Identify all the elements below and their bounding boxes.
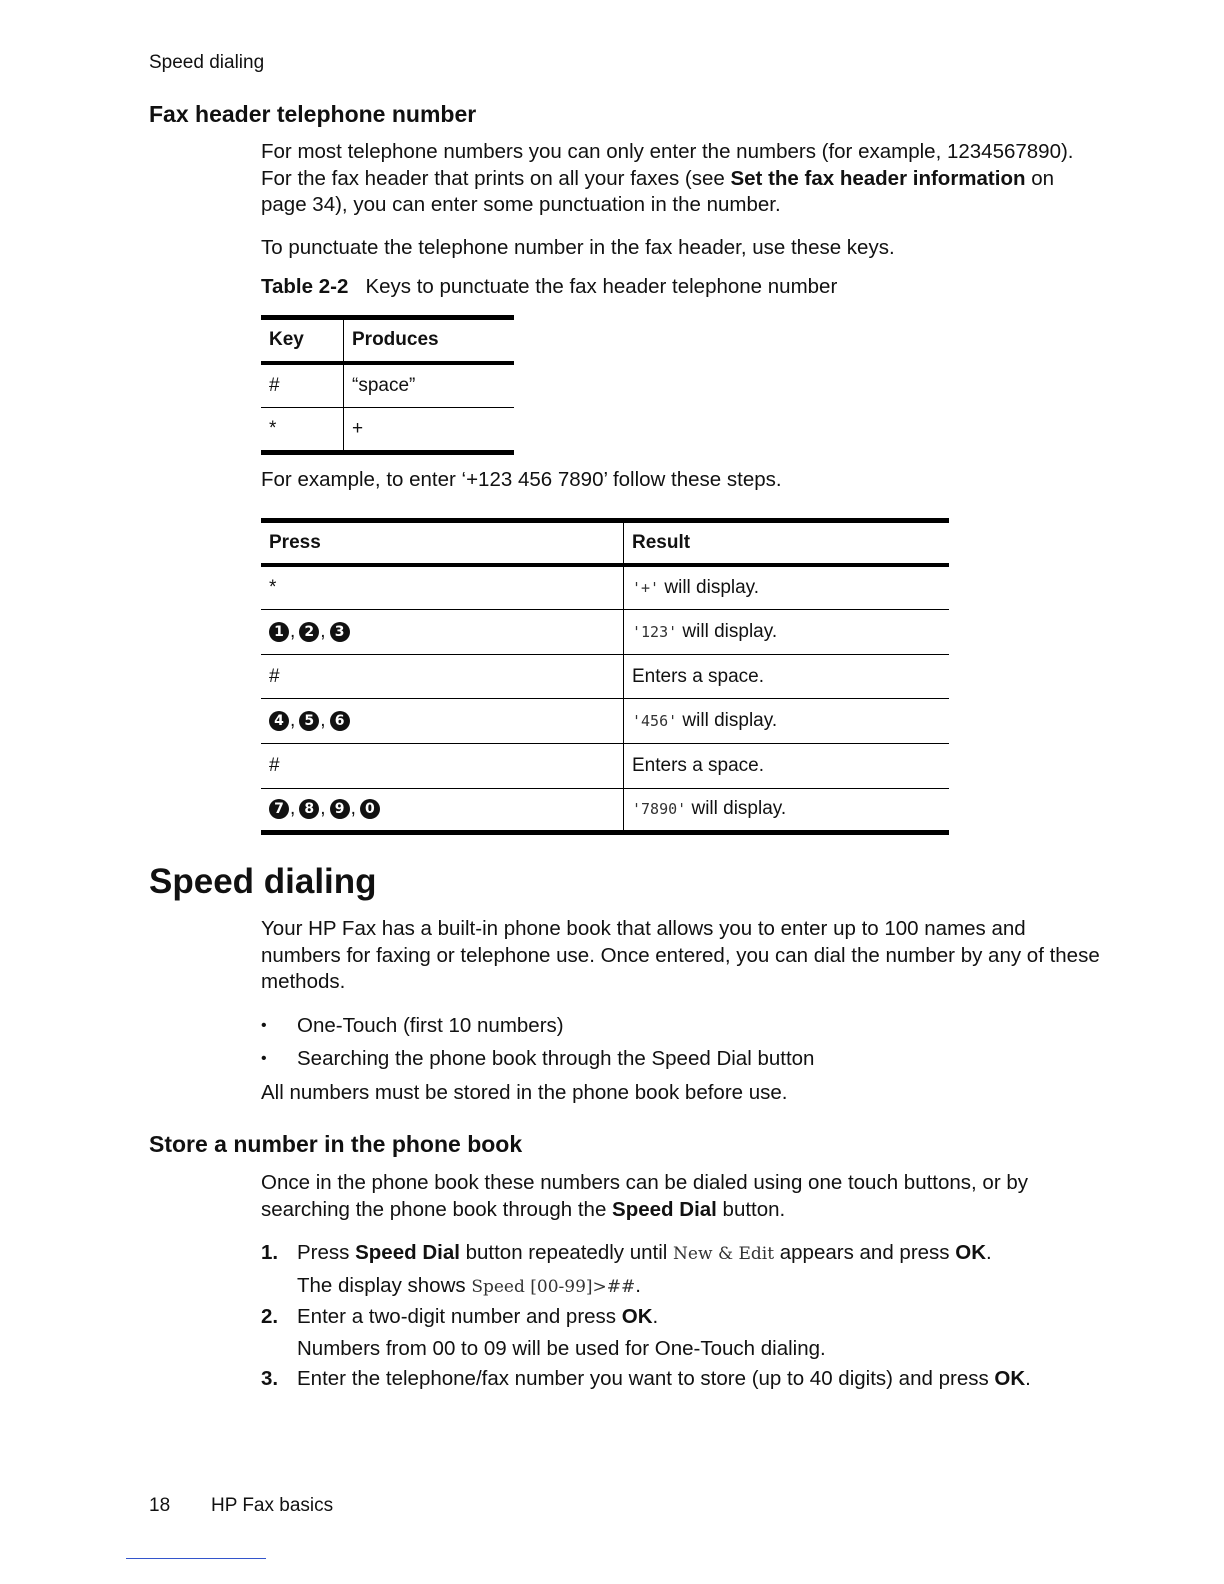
- table-cell: +: [352, 418, 364, 439]
- section-heading-fax-header: Fax header telephone number: [149, 101, 477, 127]
- text: button repeatedly until: [459, 1241, 674, 1264]
- section-heading-speed-dialing: Speed dialing: [149, 862, 377, 901]
- keys-table: [261, 315, 514, 455]
- digit-key-icon: 6: [330, 711, 350, 731]
- result-text: will display.: [677, 710, 778, 732]
- footer-rule: [126, 1558, 266, 1559]
- table-cell: #: [261, 654, 624, 699]
- table-cell: [261, 610, 624, 655]
- table-caption: [261, 274, 1101, 301]
- digit-key-icon: 3: [330, 622, 350, 642]
- button-name: OK: [994, 1367, 1026, 1390]
- speed-dialing-body: [261, 916, 1101, 1106]
- table-row: [261, 788, 949, 833]
- separator: ,: [290, 620, 296, 642]
- button-name: OK: [955, 1241, 986, 1264]
- footer-title: HP Fax basics: [211, 1495, 334, 1516]
- text: .: [652, 1305, 659, 1328]
- paragraph: Your HP Fax has a built-in phone book that allows you to enter up to 100 names and numbers for faxing or telephone use. Once entered, you can dial the number by any of these methods.: [261, 917, 1100, 993]
- methods-list: [261, 1013, 1101, 1073]
- table-row: [261, 363, 514, 408]
- button-name: OK: [621, 1305, 653, 1328]
- text: on page 34), you can enter some punctuation in the number.: [261, 166, 1054, 216]
- table-header-cell: Key: [261, 318, 344, 363]
- example-intro: For example, to enter ‘+123 456 7890’ follow these steps.: [261, 468, 782, 491]
- cross-reference: Set the fax header information: [730, 166, 1026, 190]
- digit-key-icon: 9: [330, 799, 350, 819]
- table-caption-label: Table 2-2: [261, 275, 349, 298]
- table-header-row: [261, 521, 949, 566]
- text: Enter the telephone/fax number you want to store (up to 40 digits) and press: [297, 1367, 995, 1390]
- text: .: [986, 1241, 992, 1264]
- display-code: New & Edit: [673, 1244, 775, 1264]
- table-header-cell: Result: [624, 521, 950, 566]
- text: appears and press: [774, 1241, 956, 1264]
- list-item: • Searching the phone book through the Speed Dial button: [261, 1046, 1101, 1073]
- display-code: '7890': [632, 800, 687, 819]
- table-cell: [624, 788, 950, 833]
- step-text: [297, 1304, 1101, 1331]
- paragraph: All numbers must be stored in the phone book before use.: [261, 1080, 788, 1104]
- button-name: Speed Dial: [355, 1241, 460, 1264]
- table-cell: “space”: [344, 363, 515, 408]
- display-code: '456': [632, 712, 678, 731]
- digit-key-icon: 0: [360, 799, 380, 819]
- table-cell: *: [261, 565, 624, 610]
- display-code: '123': [632, 622, 678, 641]
- list-item: [261, 1240, 1101, 1300]
- table-row: [261, 699, 949, 744]
- steps-list: [261, 1240, 1101, 1393]
- table-cell: [624, 565, 950, 610]
- step-number: 1.: [261, 1241, 279, 1264]
- digit-key-icon: 8: [299, 799, 319, 819]
- table-cell: Enters a space.: [624, 654, 950, 699]
- table-row: [261, 565, 949, 610]
- separator: ,: [320, 710, 326, 732]
- separator: ,: [290, 798, 296, 820]
- text: Once in the phone book these numbers can be dialed using one touch buttons, or by searching the phone book through the: [261, 1171, 1028, 1221]
- step-text: [297, 1366, 1101, 1393]
- table-row: [261, 610, 949, 655]
- list-item: [261, 1304, 1101, 1362]
- table-row: [261, 654, 949, 699]
- digit-key-icon: 5: [299, 711, 319, 731]
- text: button.: [716, 1197, 786, 1221]
- display-code: Speed [00-99]>##: [471, 1276, 636, 1297]
- table-header-cell: Produces: [344, 318, 515, 363]
- table-header-row: [261, 318, 514, 363]
- table-cell: #: [261, 743, 624, 788]
- text: .: [1025, 1367, 1031, 1390]
- table-cell: #: [261, 363, 344, 408]
- text: For most telephone numbers you can only enter the numbers (for example, 1234567890). For the fax header that prints on all your faxes (see: [261, 140, 1074, 190]
- separator: ,: [320, 798, 326, 820]
- separator: ,: [290, 710, 296, 732]
- separator: ,: [350, 798, 356, 820]
- fax-header-intro: [261, 139, 1101, 301]
- step-subtext: [297, 1273, 1101, 1301]
- store-number-body: [261, 1170, 1101, 1393]
- digit-key-icon: 1: [269, 622, 289, 642]
- page-number: 18: [149, 1495, 171, 1516]
- step-number: 2.: [261, 1305, 279, 1328]
- table-header-cell: Press: [261, 521, 624, 566]
- paragraph: To punctuate the telephone number in the fax header, use these keys.: [261, 235, 895, 259]
- step-number: 3.: [261, 1367, 279, 1390]
- step-text: [297, 1240, 1101, 1268]
- digit-key-icon: 2: [299, 622, 319, 642]
- text: The display shows: [297, 1273, 472, 1297]
- button-name: Speed Dial: [612, 1197, 717, 1221]
- table-cell: [261, 699, 624, 744]
- steps-table: [261, 518, 949, 835]
- digit-key-icon: 7: [269, 799, 289, 819]
- running-head: Speed dialing: [149, 52, 265, 73]
- table-row: [261, 743, 949, 788]
- separator: ,: [320, 620, 326, 642]
- result-text: will display.: [677, 620, 778, 642]
- table-cell: [261, 788, 624, 833]
- digit-key-icon: 4: [269, 711, 289, 731]
- text: Press: [297, 1241, 356, 1264]
- text: .: [635, 1273, 641, 1297]
- text: Enter a two-digit number and press: [297, 1305, 622, 1328]
- list-item: [261, 1366, 1101, 1393]
- display-code: '+': [632, 579, 660, 598]
- paragraph: [261, 139, 1101, 219]
- table-cell: [624, 610, 950, 655]
- list-item: • One-Touch (first 10 numbers): [261, 1013, 1101, 1040]
- table-row: [261, 408, 514, 453]
- table-caption-text: Keys to punctuate the fax header telephone number: [365, 275, 838, 298]
- table-cell: [624, 699, 950, 744]
- table-cell: Enters a space.: [624, 743, 950, 788]
- step-subtext: Numbers from 00 to 09 will be used for One-Touch dialing.: [297, 1336, 826, 1360]
- result-text: will display.: [659, 577, 760, 599]
- page-footer: [149, 1495, 333, 1517]
- result-text: will display.: [686, 798, 787, 820]
- paragraph: [261, 1170, 1101, 1223]
- section-heading-store-number: Store a number in the phone book: [149, 1131, 523, 1157]
- table-cell: *: [261, 408, 344, 453]
